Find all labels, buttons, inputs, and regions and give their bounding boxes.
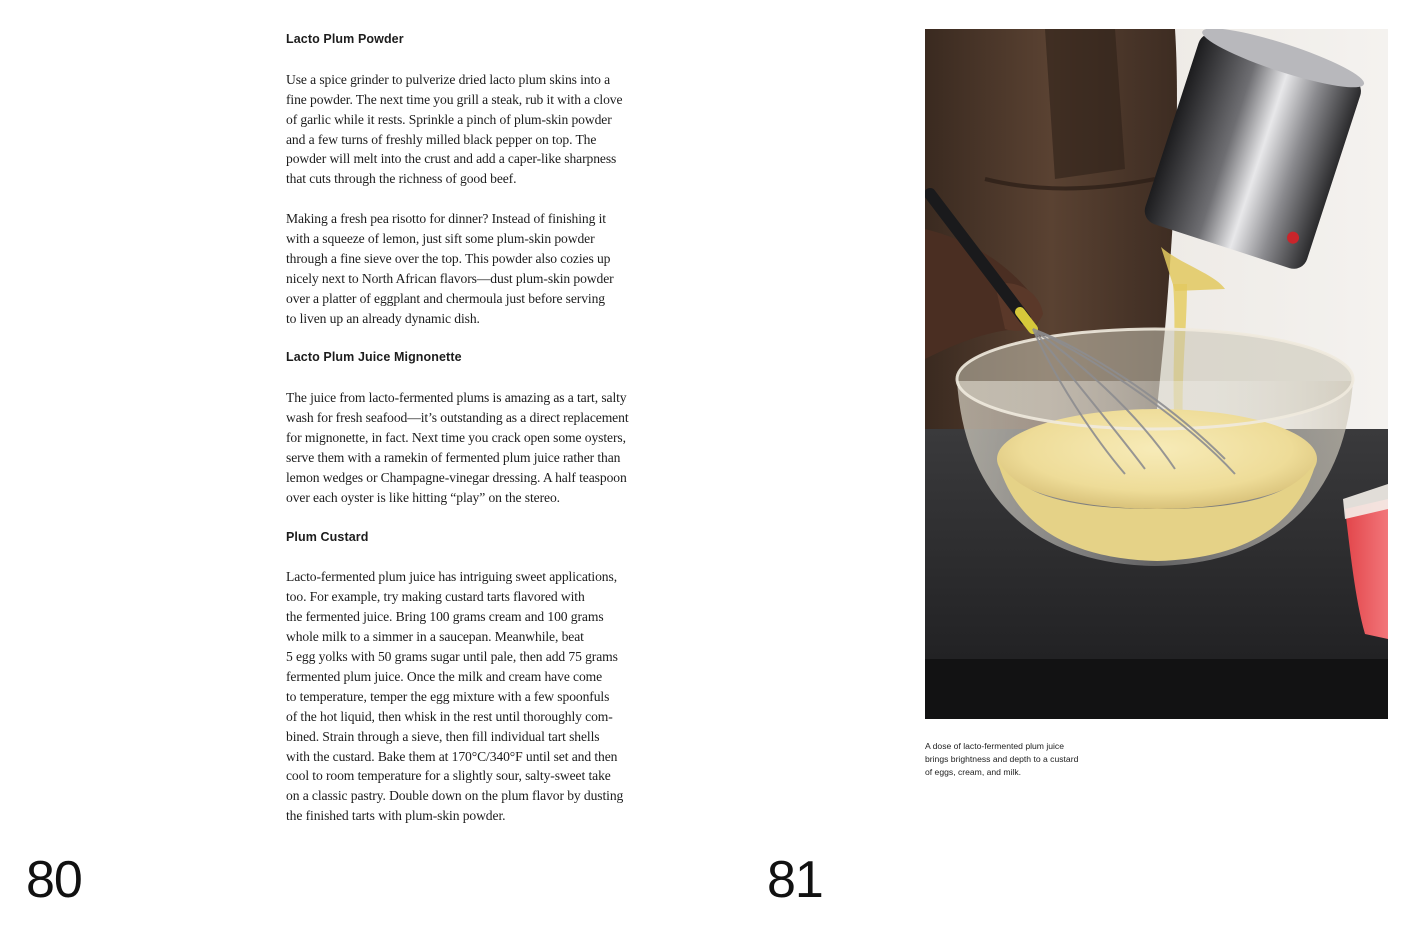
text-line: Making a fresh pea risotto for dinner? Instead of finishing it	[286, 211, 606, 227]
text-line: on a classic pastry. Double down on the plum flavor by dusting	[286, 788, 624, 804]
paragraph	[286, 567, 658, 826]
text-line: fine powder. The next time you grill a steak, rub it with a clove	[286, 91, 623, 107]
text-line: and a few turns of freshly milled black pepper on top. The	[286, 131, 597, 147]
text-line: to temperature, temper the egg mixture with a few spoonfuls	[286, 688, 610, 704]
text-line: fermented plum juice. Once the milk and cream have come	[286, 668, 603, 684]
text-line: through a fine sieve over the top. This powder also cozies up	[286, 250, 611, 266]
section-heading: Lacto Plum Powder	[286, 32, 404, 46]
text-line: Lacto-fermented plum juice has intriguing sweet applications,	[286, 569, 617, 585]
paragraph	[286, 388, 658, 507]
section-plum-custard	[286, 528, 658, 827]
photo-caption	[925, 740, 1125, 779]
text-line: of the hot liquid, then whisk in the rest until thoroughly com-	[286, 708, 613, 724]
text-line: of garlic while it rests. Sprinkle a pinch of plum-skin powder	[286, 111, 612, 127]
text-line: The juice from lacto-fermented plums is amazing as a tart, salty	[286, 390, 627, 406]
text-line: 5 egg yolks with 50 grams sugar until pale, then add 75 grams	[286, 649, 618, 664]
text-line: powder will melt into the crust and add a caper-like sharpness	[286, 151, 617, 167]
paragraph	[286, 209, 658, 328]
section-heading: Plum Custard	[286, 529, 369, 544]
photo-illustration	[925, 29, 1388, 719]
text-line: to liven up an already dynamic dish.	[286, 310, 480, 326]
text-line: cool to room temperature for a slightly sour, salty-sweet take	[286, 768, 611, 784]
caption-line: of eggs, cream, and milk.	[925, 767, 1022, 777]
text-line: over each oyster is like hitting “play” on the stereo.	[286, 489, 560, 505]
page-number-right: 81	[767, 851, 823, 909]
text-line: whole milk to a simmer in a saucepan. Meanwhile, beat	[286, 629, 584, 645]
page-number-left: 80	[26, 851, 82, 909]
caption-line: A dose of lacto-fermented plum juice	[925, 741, 1065, 751]
text-line: Use a spice grinder to pulverize dried lacto plum skins into a	[286, 71, 611, 87]
text-line: wash for fresh seafood—it’s outstanding as a direct replacement	[286, 410, 629, 426]
caption-line: brings brightness and depth to a custard	[925, 754, 1079, 764]
text-line: bined. Strain through a sieve, then fill individual tart shells	[286, 728, 600, 744]
text-line: that cuts through the richness of good beef.	[286, 171, 517, 187]
text-line: over a platter of eggplant and chermoula just before serving	[286, 290, 605, 306]
text-line: for mignonette, in fact. Next time you crack open some oysters,	[286, 430, 626, 446]
text-line: lemon wedges or Champagne-vinegar dressing. A half teaspoon	[286, 469, 627, 485]
paragraph	[286, 70, 658, 189]
text-line: nicely next to North African flavors—dust plum-skin powder	[286, 270, 614, 286]
text-line: with the custard. Bake them at 170°C/340°F until set and then	[286, 748, 618, 764]
section-heading: Lacto Plum Juice Mignonette	[286, 350, 462, 365]
text-line: the fermented juice. Bring 100 grams cream and 100 grams	[286, 609, 604, 625]
text-column	[286, 30, 658, 826]
text-line: too. For example, try making custard tarts flavored with	[286, 589, 585, 605]
section-lacto-plum-powder	[286, 30, 658, 329]
section-mignonette	[286, 348, 658, 507]
text-line: with a squeeze of lemon, just sift some plum-skin powder	[286, 231, 595, 247]
custard-mixing-photo	[925, 29, 1388, 719]
text-line: serve them with a ramekin of fermented plum juice rather than	[286, 449, 621, 465]
text-line: the finished tarts with plum-skin powder.	[286, 808, 506, 824]
